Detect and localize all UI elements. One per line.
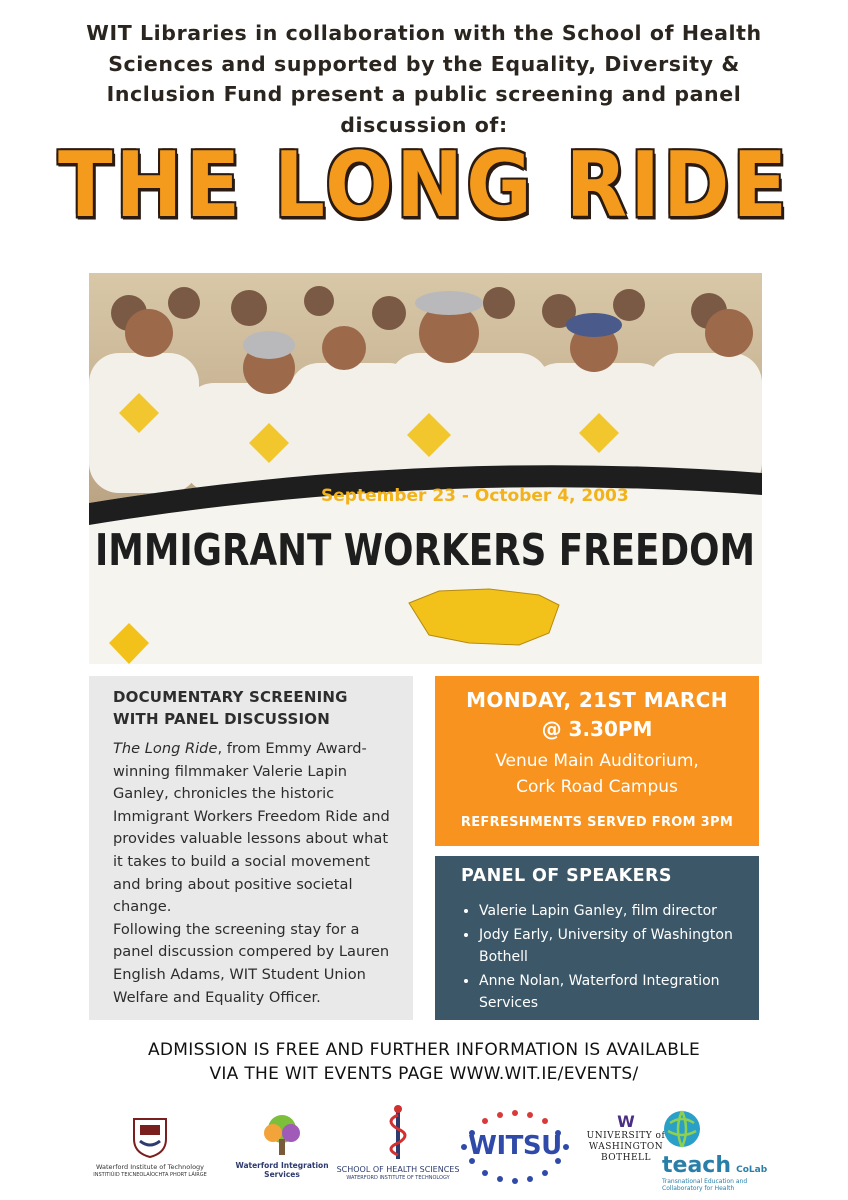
panel-heading: PANEL OF SPEAKERS [461,866,672,886]
panel-box [435,856,759,1020]
speaker-item: • Jody Early, University of Washington Bothell [479,924,745,968]
wit-irish-name: INSTITIÚID TEICNEOLAÍOCHTA PHORT LÁIRGE [93,1172,207,1178]
teach-name: teach [662,1153,731,1178]
uw-line2: WASHINGTON [588,1142,664,1152]
teach-subtitle: Transnational Education and Collaboratory for Health [662,1178,748,1192]
wis-name: Waterford Integration Services [235,1161,329,1179]
description-followup: Following the screening stay for a panel discussion compered by Lauren English Adams, WIT Student Union Welfare and Equality Officer. [113,920,390,1006]
event-details-box [435,676,759,846]
shs-name: SCHOOL OF HEALTH SCIENCES [336,1165,460,1174]
witsu-logo [450,1107,580,1187]
admission-line1: ADMISSION IS FREE AND FURTHER INFORMATION IS AVAILABLE [147,1040,701,1060]
teach-logo [662,1109,786,1192]
description-text: , from Emmy Award-winning filmmaker Valerie Lapin Ganley, chronicles the historic Immigrant Workers Freedom Ride and provides valuable lessons about what it takes to build a social movement and bring about positive societal change. [113,740,390,916]
banner-slogan: IMMIGRANT WORKERS FREEDOM [95,525,755,576]
description-film-title: The Long Ride [113,740,218,757]
uw-line1: UNIVERSITY of [586,1131,666,1141]
film-title: THE LONG RIDE [57,133,791,238]
wis-logo [232,1113,332,1179]
refreshments-note: REFRESHMENTS SERVED FROM 3PM [460,815,734,830]
wit-name: Waterford Institute of Technology [95,1163,205,1171]
banner-dates: September 23 - October 4, 2003 [321,486,629,506]
speaker-item: • Anne Nolan, Waterford Integration Services [479,970,745,1014]
teach-colab: CoLab [736,1165,768,1175]
speaker-list [461,900,745,1014]
event-venue-line1: Venue Main Auditorium, [495,751,699,771]
uw-w-icon: W [617,1112,635,1131]
sponsor-logos [0,1095,848,1195]
globe-icon [662,1109,702,1149]
shs-subtitle: WATERFORD INSTITUTE OF TECHNOLOGY [346,1175,450,1181]
tree-icon [259,1113,305,1157]
witsu-name: WITSU [468,1131,562,1161]
admission-line2: VIA THE WIT EVENTS PAGE WWW.WIT.IE/EVENTS/ [209,1064,639,1084]
admission-info [60,1038,788,1086]
event-venue-line2: Cork Road Campus [516,777,678,797]
uw-line3: BOTHELL [600,1153,652,1163]
caduceus-icon [378,1103,418,1161]
shs-logo [328,1103,468,1183]
event-photo [89,273,762,664]
description-heading: DOCUMENTARY SCREENING WITH PANEL DISCUSSION [113,688,348,728]
description-box [89,676,413,1020]
wit-crest-icon [130,1115,170,1159]
intro-text: WIT Libraries in collaboration with the School of Health Sciences and supported by the Equality, Diversity & Inclusion Fund present a public screening and panel discussion of: [86,21,762,137]
description-body [113,738,395,1009]
uw-logo [586,1113,666,1164]
event-time: @ 3.30PM [541,717,653,741]
event-day: MONDAY, 21ST MARCH [466,688,728,712]
wit-logo [70,1115,230,1179]
speaker-item: • Valerie Lapin Ganley, film director [479,900,745,922]
